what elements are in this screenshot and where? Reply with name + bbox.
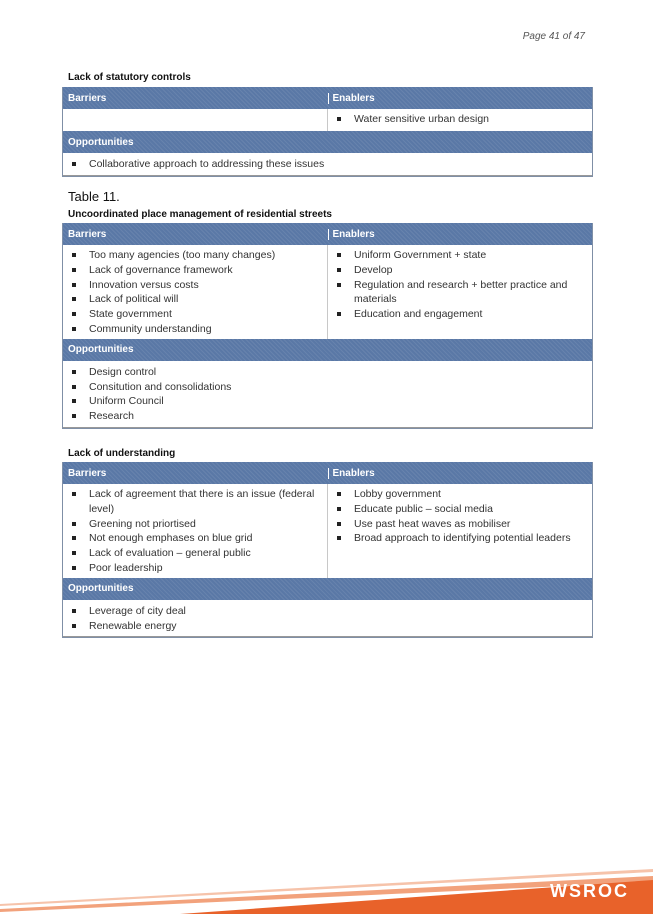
- list-item: Innovation versus costs: [69, 278, 323, 293]
- list-item: Leverage of city deal: [69, 604, 588, 619]
- opportunities-cell: [63, 153, 592, 176]
- barriers-header: Barriers: [68, 467, 107, 479]
- enablers-header: Enablers: [328, 229, 593, 240]
- list-item: Not enough emphases on blue grid: [69, 531, 323, 546]
- section-title-statutory: Lack of statutory controls: [68, 72, 191, 83]
- opportunities-header-row: [63, 339, 592, 361]
- wsroc-logo: WSROC: [550, 881, 629, 901]
- list-item: Lack of evaluation – general public: [69, 546, 323, 561]
- opportunities-header-row: [63, 578, 592, 600]
- barriers-cell: [63, 245, 327, 339]
- barriers-header: Barriers: [68, 92, 107, 104]
- table-header-row: [63, 223, 592, 245]
- list-item: Poor leadership: [69, 561, 323, 576]
- table-place-management: [62, 223, 593, 429]
- opportunities-header: Opportunities: [68, 344, 134, 356]
- table-header-row: [63, 87, 592, 109]
- list-item: Lack of governance framework: [69, 263, 323, 278]
- enablers-cell: [327, 245, 592, 339]
- list-item: Research: [69, 409, 588, 424]
- list-item: Regulation and research + better practice and materials: [334, 278, 588, 308]
- list-item: Uniform Council: [69, 394, 588, 409]
- list-item: Broad approach to identifying potential leaders: [334, 531, 588, 546]
- list-item: Collaborative approach to addressing these issues: [69, 157, 588, 172]
- list-item: Educate public – social media: [334, 502, 588, 517]
- list-item: Lobby government: [334, 487, 588, 502]
- enablers-header: Enablers: [328, 93, 593, 104]
- list-item: Consitution and consolidations: [69, 380, 588, 395]
- opportunities-cell: [63, 600, 592, 638]
- list-item: Education and engagement: [334, 307, 588, 322]
- list-item: Too many agencies (too many changes): [69, 248, 323, 263]
- opportunities-header-row: [63, 131, 592, 153]
- list-item: Use past heat waves as mobiliser: [334, 517, 588, 532]
- enablers-cell: [327, 484, 592, 578]
- list-item: State government: [69, 307, 323, 322]
- list-item: Greening not priortised: [69, 517, 323, 532]
- list-item: Lack of political will: [69, 292, 323, 307]
- section-title-understanding: Lack of understanding: [68, 448, 176, 459]
- list-item: Renewable energy: [69, 619, 588, 634]
- section-title-place-management: Uncoordinated place management of residential streets: [68, 209, 332, 220]
- list-item: Uniform Government + state: [334, 248, 588, 263]
- barriers-header: Barriers: [68, 228, 107, 240]
- opportunities-header: Opportunities: [68, 583, 134, 595]
- table-caption: Table 11.: [68, 189, 120, 204]
- list-item: Community understanding: [69, 322, 323, 337]
- list-item: Develop: [334, 263, 588, 278]
- opportunities-header: Opportunities: [68, 136, 134, 148]
- enablers-cell: [327, 109, 592, 131]
- enablers-header: Enablers: [328, 468, 593, 479]
- page-number: Page 41 of 47: [522, 31, 585, 42]
- table-statutory: [62, 87, 593, 177]
- table-understanding: [62, 462, 593, 638]
- barriers-cell: [63, 109, 327, 131]
- barriers-cell: [63, 484, 327, 578]
- table-header-row: [63, 462, 592, 484]
- list-item: Water sensitive urban design: [334, 112, 588, 127]
- list-item: Lack of agreement that there is an issue (federal level): [69, 487, 323, 517]
- list-item: Design control: [69, 365, 588, 380]
- opportunities-cell: [63, 361, 592, 428]
